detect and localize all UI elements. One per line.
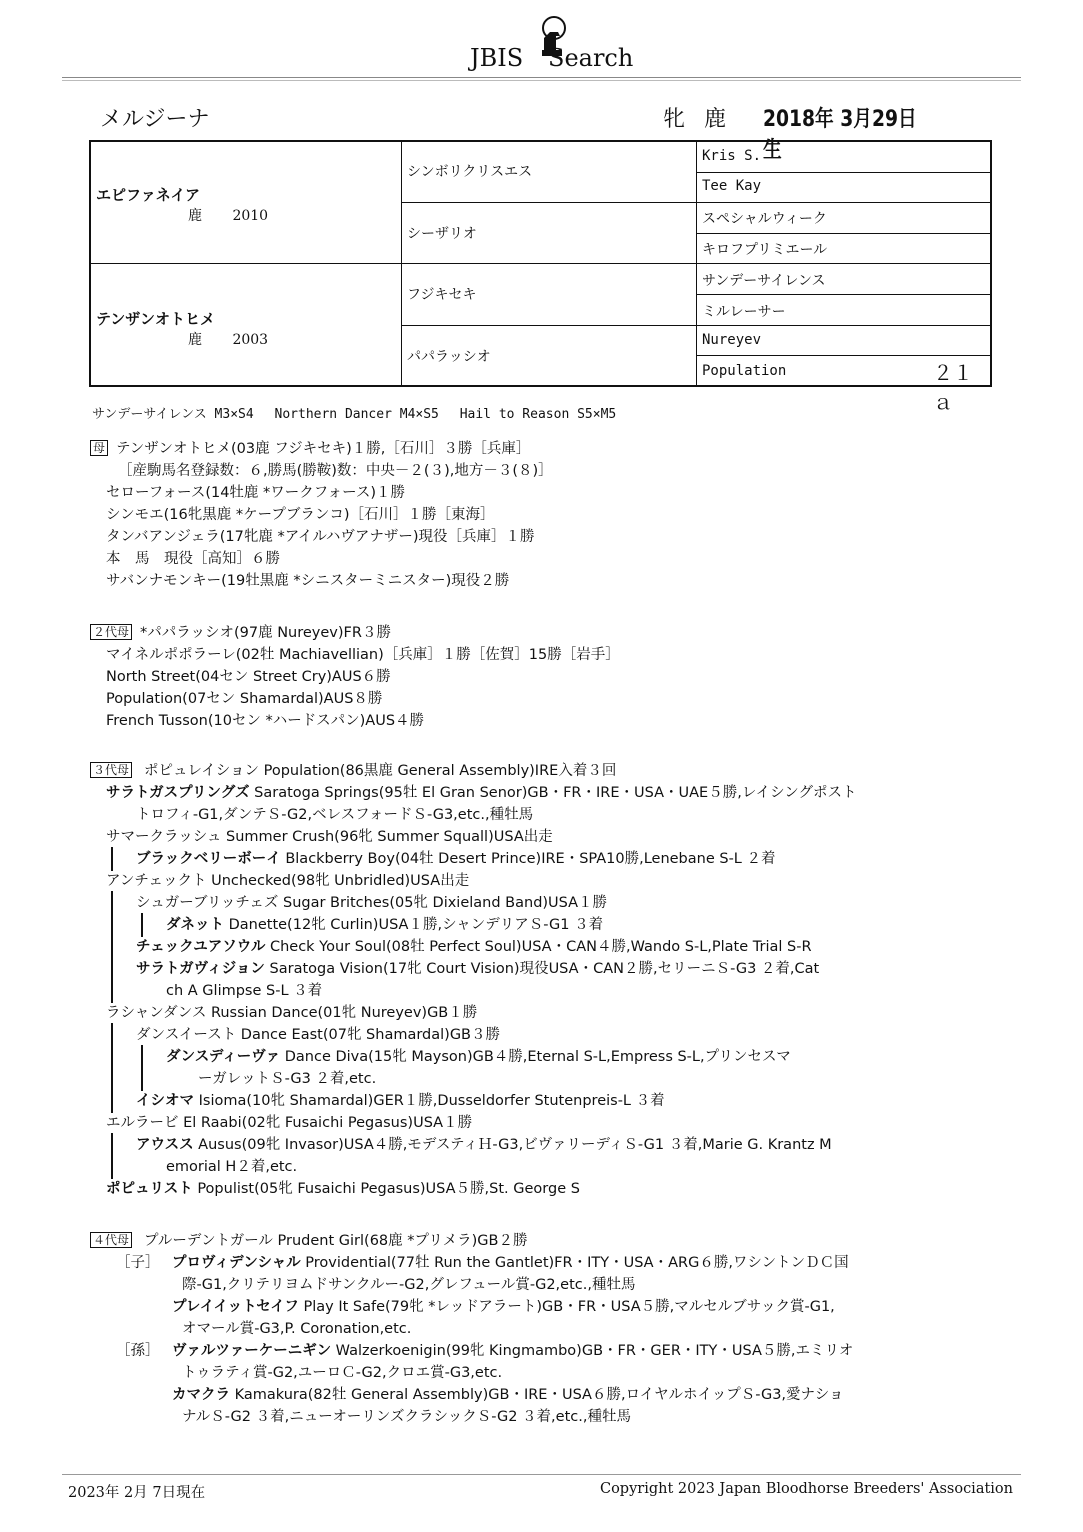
gen3-line-10: ラシャンダンス Russian Dance(01牝 Nureyev)GB１勝: [106, 1005, 478, 1021]
gen4-line-6: Kamakura(82牡 General Assembly)GB・IRE・USA６勝,ロイヤルホイップＳ-G3,愛ナショ: [230, 1387, 844, 1403]
jbis-logo: [470, 14, 640, 74]
pedigree-sire: [96, 184, 268, 225]
gen4-head: プルーデントガール Prudent Girl(68鹿 *プリメラ)GB２勝: [144, 1233, 528, 1249]
sire-name: エピファネイア: [96, 186, 200, 204]
gen3-line-12: Dance Diva(15牝 Mayson)GB４勝,Eternal S-L,Empress S-L,プリンセスマ: [280, 1049, 791, 1065]
gen2-line-4: French Tusson(10セン *ハードスパン)AUS４勝: [106, 713, 425, 729]
horse-sex-color: 牝 鹿: [663, 107, 732, 132]
gen3-line-4: アンチェックト Unchecked(98牝 Unbridled)USA出走: [106, 873, 470, 889]
gen3-line-14-bold: イシオマ: [136, 1093, 194, 1109]
pedigree-gen3-8: Population: [702, 363, 787, 379]
gen3-line-8-bold: サラトガヴィジョン: [136, 961, 265, 977]
gen3-line-0-bold: サラトガスプリングズ: [106, 785, 250, 801]
pedigree-gen2-3: フジキセキ: [407, 287, 477, 303]
gen4-line-0-bold: プロヴィデンシャル: [172, 1255, 301, 1271]
section-tag-dam: 母: [90, 440, 108, 456]
tree-bar: [111, 847, 113, 871]
pedigree-gen2-1: シンボリクリスエス: [407, 164, 533, 180]
dam-name: テンザンオトヒメ: [96, 310, 215, 328]
gen4-line-2: Play It Safe(79牝 *レッドアラート)GB・FR・USA５勝,マルセルブサック賞-G1,: [298, 1299, 835, 1315]
tree-bar: [111, 891, 113, 1003]
dam-section: [90, 438, 553, 592]
pedigree-gen3-6: ミルレーサー: [702, 304, 786, 320]
footer-copyright: Copyright 2023 Japan Bloodhorse Breeders' Association: [599, 1481, 1013, 1497]
inbreeding-line: サンデーサイレンス M3×S4 Northern Dancer M4×S5 Hail to Reason S5×M5: [92, 407, 617, 422]
gen4-line-1: 際-G1,クリテリヨムドサンクルー-G2,グレフュール賞-G2,etc.,種牡馬: [182, 1277, 636, 1293]
gen4-ko-label: ［子］: [116, 1255, 160, 1271]
gen4-line-5: トゥラティ賞-G2,ユーロＣ-G2,クロエ賞-G3,etc.: [182, 1365, 503, 1381]
gen2-line-2: North Street(04セン Street Cry)AUS６勝: [106, 669, 391, 685]
section-tag-gen2: ２代母: [90, 624, 132, 640]
logo-search-text: Search: [548, 44, 634, 72]
dam-year: 2003: [232, 332, 269, 348]
gen2-dam-section: [90, 622, 620, 732]
pedigree-gen3-2: Tee Kay: [702, 178, 762, 194]
horse-birthdate: 2018年 3月29日生: [763, 107, 917, 163]
dam-line-6: サバンナモンキー(19牡黒鹿 *シニスターミニスター)現役２勝: [106, 573, 510, 589]
pedigree-gen3-5: サンデーサイレンス: [702, 273, 826, 289]
tree-bar: [141, 913, 143, 937]
dam-line-1: ［産駒馬名登録数：６,勝馬(勝鞍)数：中央－２(３),地方－３(８)］: [118, 463, 553, 479]
pedigree-table: [89, 140, 992, 414]
header-divider: [62, 77, 1021, 78]
gen2-line-0: *パパラッシオ(97鹿 Nureyev)FR３勝: [140, 625, 391, 641]
footer-date: 2023年 2月 7日現在: [68, 1485, 206, 1501]
gen3-head: ポピュレイション Population(86黒鹿 General Assembly)IRE入着３回: [144, 763, 617, 779]
footer-divider: [62, 1474, 1021, 1475]
gen3-line-14: Isioma(10牝 Shamardal)GER１勝,Dusseldorfer Stutenpreis-L ３着: [194, 1093, 665, 1109]
gen3-line-17: emorial H２着,etc.: [166, 1159, 298, 1175]
gen4-line-6-bold: カマクラ: [172, 1387, 230, 1403]
gen4-line-4-bold: ヴァルツァーケーニギン: [172, 1343, 332, 1359]
gen3-line-15: エルラービ El Raabi(02牝 Fusaichi Pegasus)USA１勝: [106, 1115, 473, 1131]
sire-color: 鹿: [188, 208, 202, 224]
logo-jbis-text: JBIS: [470, 44, 524, 72]
gen3-line-0: Saratoga Springs(95牡 El Gran Senor)GB・FR・IRE・USA・UAE５勝,レイシングポスト: [249, 785, 857, 801]
gen3-line-16: Ausus(09牝 Invasor)USA４勝,モデスティＨ-G3,ビヴァリーディＳ-G1 ３着,Marie G. Krantz M: [193, 1137, 832, 1153]
gen4-dam-section: [90, 1230, 853, 1428]
dam-line-2: セローフォース(14牡鹿 *ワークフォース)１勝: [106, 485, 405, 501]
gen4-line-4: Walzerkoenigin(99牝 Kingmambo)GB・FR・GER・ITY・USA５勝,エミリオ: [331, 1343, 854, 1359]
dam-line-0: テンザンオトヒメ(03鹿 フジキセキ)１勝,［石川］３勝［兵庫］: [116, 441, 531, 457]
gen3-line-18-bold: ポピュリスト: [106, 1181, 193, 1197]
gen4-line-3: オマール賞-G3,P. Coronation,etc.: [182, 1321, 412, 1337]
gen3-line-3-bold: ブラックベリーボーイ: [136, 851, 281, 867]
gen4-mago-label: ［孫］: [116, 1343, 160, 1359]
gen4-line-0: Providential(77牡 Run the Gantlet)FR・ITY・USA・ARG６勝,ワシントンＤＣ国: [300, 1255, 849, 1271]
section-tag-gen4: ４代母: [90, 1232, 132, 1248]
gen3-line-7: Check Your Soul(08牡 Perfect Soul)USA・CAN４勝,Wando S-L,Plate Trial S-R: [265, 939, 812, 955]
gen3-line-7-bold: チェックユアソウル: [136, 939, 266, 955]
gen4-line-2-bold: プレイイットセイフ: [172, 1299, 299, 1315]
tree-bar: [111, 1023, 113, 1113]
gen3-line-13: ーガレットＳ-G3 ２着,etc.: [198, 1071, 377, 1087]
gen2-line-3: Population(07セン Shamardal)AUS８勝: [106, 691, 383, 707]
gen3-line-6-bold: ダネット: [166, 917, 224, 933]
gen3-line-6: Danette(12牝 Curlin)USA１勝,シャンデリアＳ-G1 ３着: [224, 917, 604, 933]
dam-color: 鹿: [188, 332, 202, 348]
tree-bar: [141, 1045, 143, 1091]
gen3-line-16-bold: アウスス: [136, 1137, 194, 1153]
horse-name: メルジーナ: [100, 107, 210, 132]
header-divider-2: [62, 80, 1021, 81]
dam-line-4: タンバアンジェラ(17牝鹿 *アイルハヴアナザー)現役［兵庫］１勝: [106, 529, 535, 545]
pedigree-dam: [96, 308, 268, 349]
gen3-line-9: ch A Glimpse S-L ３着: [166, 983, 323, 999]
pedigree-gen2-4: パパラッシオ: [407, 349, 491, 365]
gen3-line-12-bold: ダンスディーヴァ: [166, 1049, 281, 1065]
section-tag-gen3: ３代母: [90, 762, 132, 778]
gen2-line-1: マイネルポポラーレ(02牡 Machiavellian)［兵庫］１勝［佐賀］15勝［岩手］: [106, 647, 620, 663]
sire-year: 2010: [232, 208, 269, 224]
pedigree-gen2-2: シーザリオ: [407, 226, 477, 242]
gen3-line-5: シュガーブリッチェズ Sugar Britches(05牝 Dixieland Band)USA１勝: [136, 895, 608, 911]
gen3-line-2: サマークラッシュ Summer Crush(96牝 Summer Squall)USA出走: [106, 829, 553, 845]
gen3-line-18: Populist(05牝 Fusaichi Pegasus)USA５勝,St. George S: [192, 1181, 580, 1197]
gen3-line-3: Blackberry Boy(04牡 Desert Prince)IRE・SPA10勝,Lenebane S-L ２着: [280, 851, 776, 867]
gen3-line-8: Saratoga Vision(17牝 Court Vision)現役USA・CAN２勝,セリーニＳ-G3 ２着,Cat: [264, 961, 820, 977]
dam-line-5: 本 馬 現役［高知］６勝: [106, 551, 280, 567]
gen3-line-1: トロフィ-G1,ダンテＳ-G2,ベレスフォードＳ-G3,etc.,種牡馬: [136, 807, 534, 823]
dam-line-3: シンモエ(16牝黒鹿 *ケープブランコ)［石川］１勝［東海］: [106, 507, 495, 523]
gen4-line-7: ナルＳ-G2 ３着,ニューオーリンズクラシックＳ-G2 ３着,etc.,種牡馬: [182, 1409, 631, 1425]
family-number: ２１ａ: [933, 361, 973, 414]
gen3-dam-section: [90, 760, 856, 1200]
pedigree-gen3-3: スペシャルウィーク: [702, 211, 827, 227]
gen3-line-11: ダンスイースト Dance East(07牝 Shamardal)GB３勝: [136, 1027, 501, 1043]
pedigree-gen3-1: Kris S.: [702, 148, 762, 164]
pedigree-gen3-7: Nureyev: [702, 332, 762, 348]
tree-bar: [111, 1133, 113, 1179]
pedigree-gen3-4: キロフプリミエール: [702, 242, 828, 258]
